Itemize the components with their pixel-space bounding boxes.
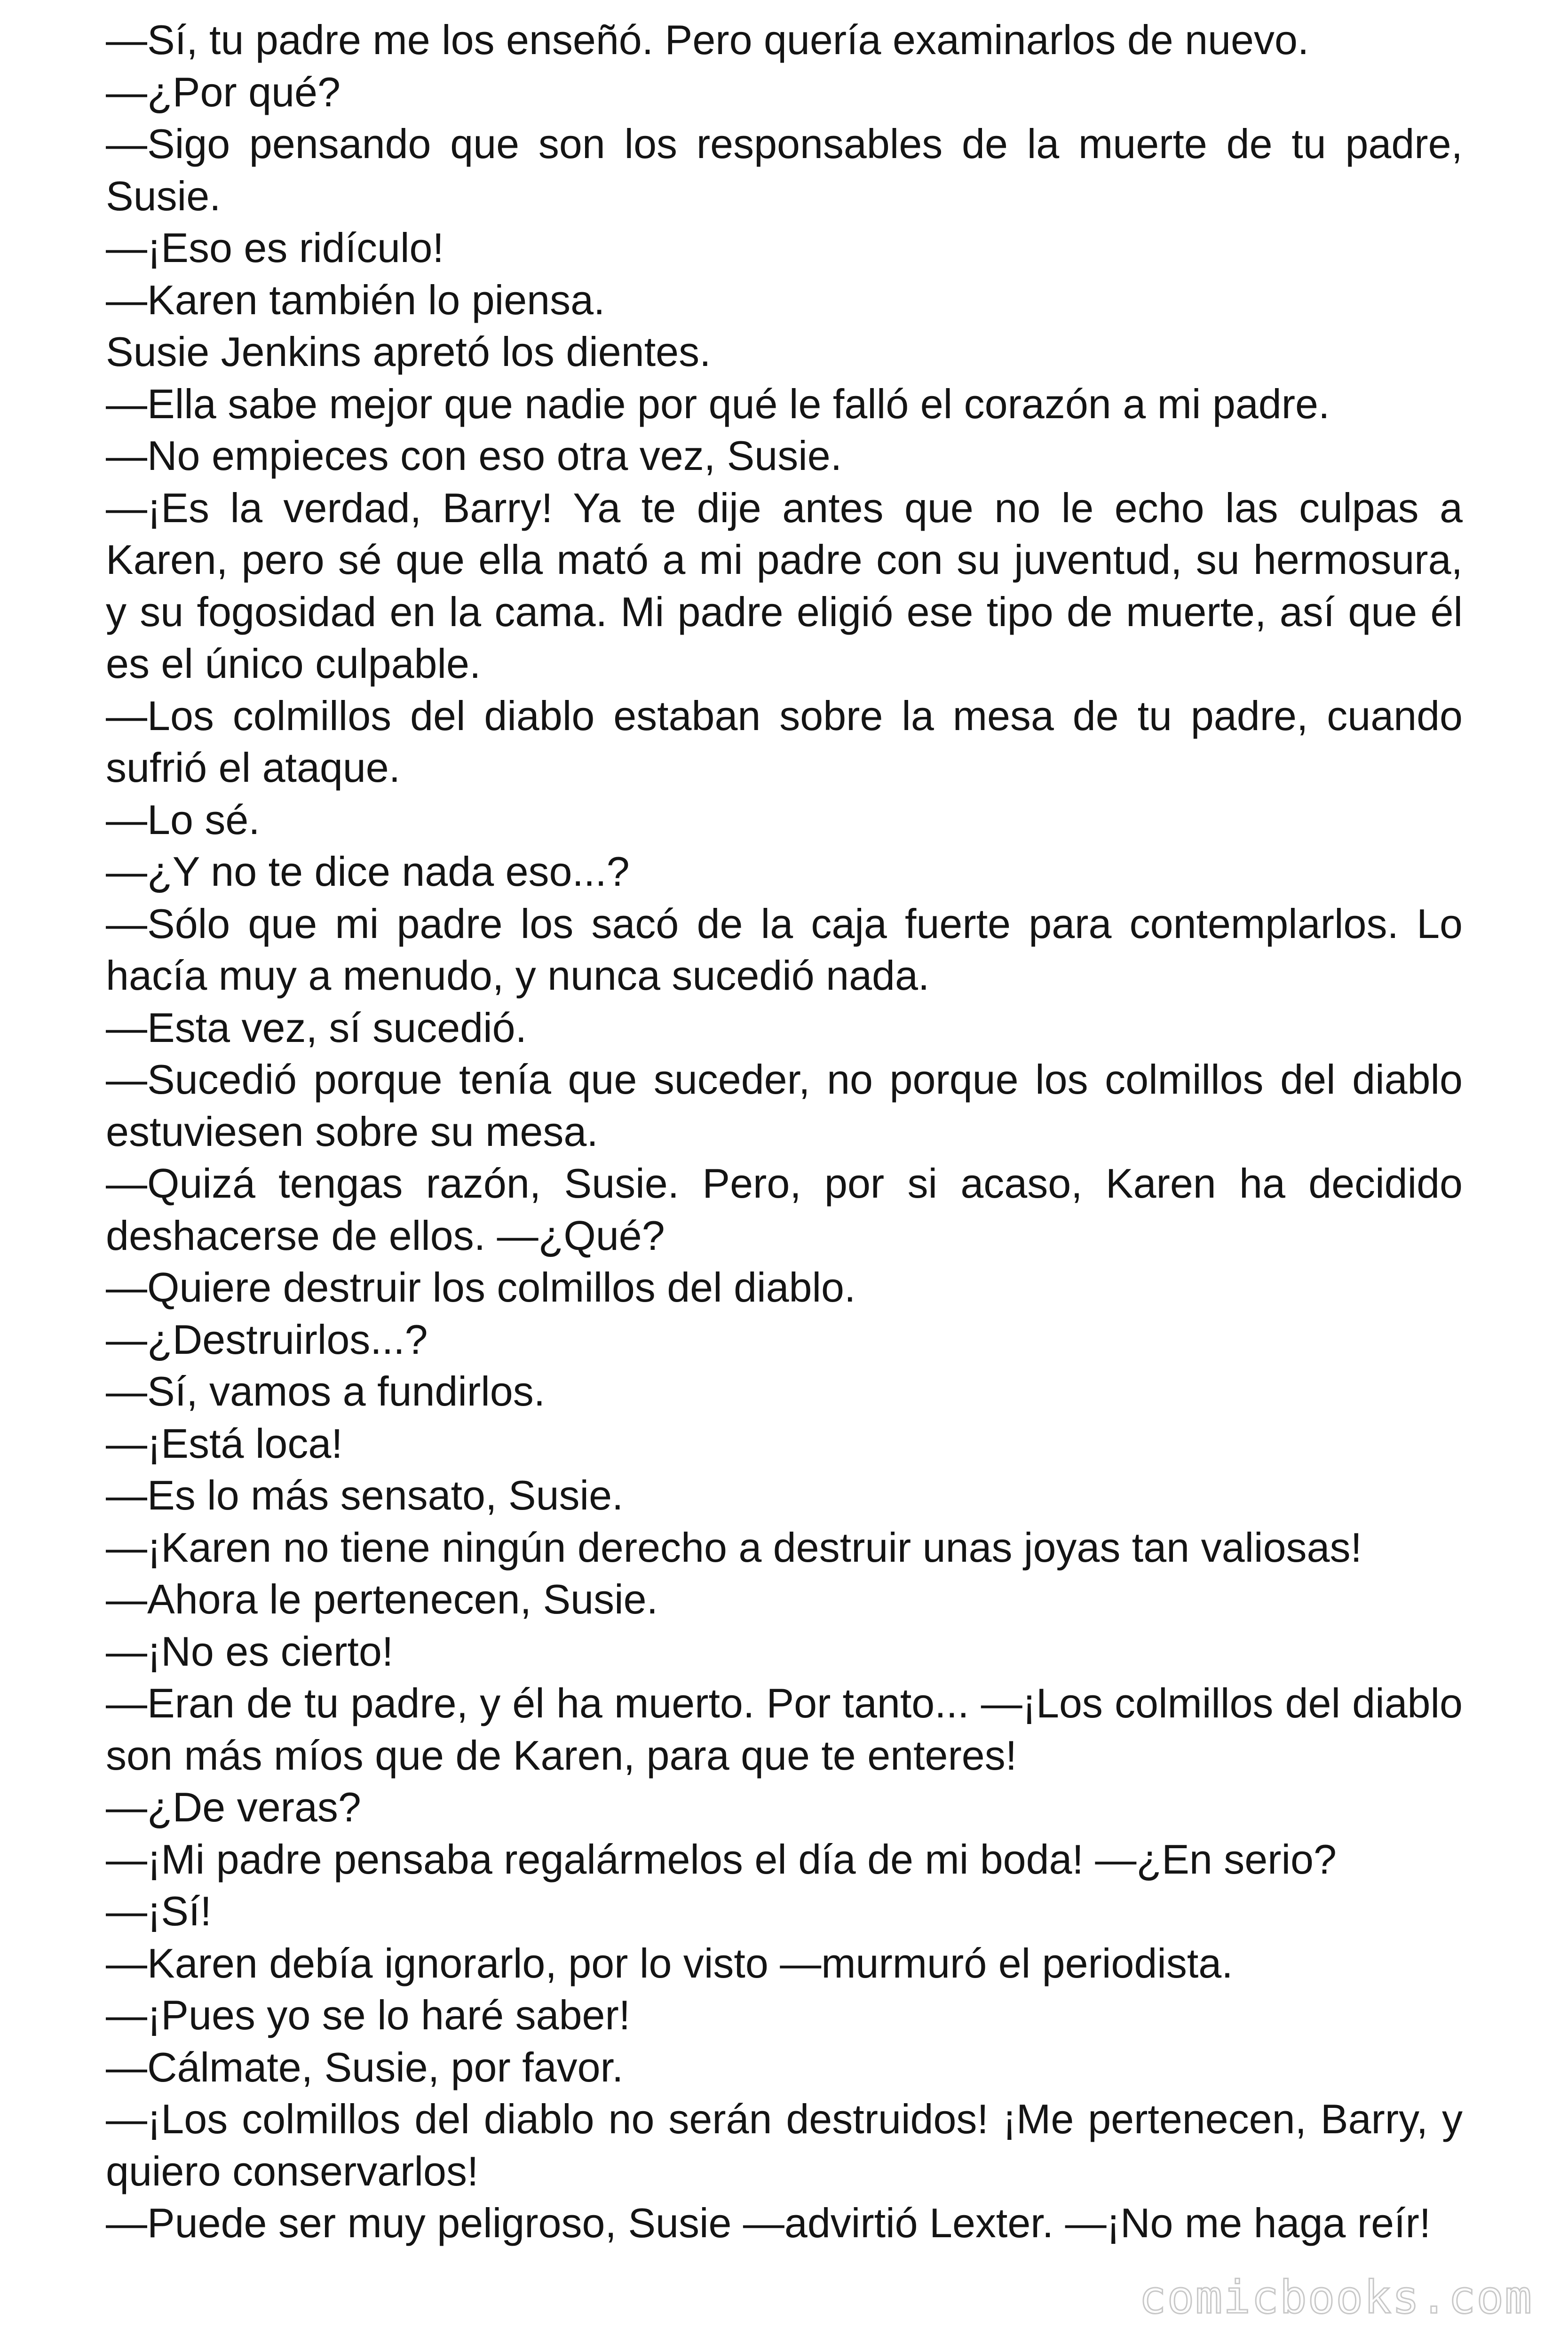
paragraph: —Cálmate, Susie, por favor. (106, 2043, 624, 2090)
paragraph: —¿De veras? (106, 1784, 361, 1830)
paragraph: —Quizá tengas razón, Susie. Pero, por si acaso, Karen ha decidido deshacerse de ellos. —¿Qué? (106, 1160, 1463, 1259)
paragraph: —¡Karen no tiene ningún derecho a destruir unas joyas tan valiosas! (106, 1524, 1362, 1571)
paragraph: —Sólo que mi padre los sacó de la caja fuerte para contemplarlos. Lo hacía muy a menudo, y nunca sucedió nada. (106, 900, 1463, 999)
paragraph: —Es lo más sensato, Susie. (106, 1472, 624, 1518)
paragraph: —Karen debía ignorarlo, por lo visto —murmuró el periodista. (106, 1939, 1233, 1986)
paragraph: —Karen también lo piensa. (106, 276, 605, 323)
paragraph: —Lo sé. (106, 796, 260, 843)
paragraph: —Ahora le pertenecen, Susie. (106, 1576, 658, 1622)
paragraph: —¡Sí! (106, 1888, 212, 1934)
paragraph: —¡Eso es ridículo! (106, 224, 444, 271)
paragraph: —Sucedió porque tenía que suceder, no porque los colmillos del diablo estuviesen sobre su mesa. (106, 1056, 1463, 1155)
paragraph: —Sí, vamos a fundirlos. (106, 1368, 546, 1414)
paragraph: —Esta vez, sí sucedió. (106, 1004, 527, 1051)
paragraph: —¿Por qué? (106, 68, 341, 115)
paragraph: —Quiere destruir los colmillos del diablo. (106, 1264, 856, 1311)
paragraph: —¿Y no te dice nada eso...? (106, 848, 630, 895)
paragraph: —¡Está loca! (106, 1420, 343, 1467)
paragraph: —¡Es la verdad, Barry! Ya te dije antes que no le echo las culpas a Karen, pero sé que ella mató a mi padre con su juventud, su hermosura, y su fogosidad en la cama. Mi padre eligió ese tipo de muerte, así que él es el único culpable. (106, 484, 1463, 687)
paragraph: —¡No es cierto! (106, 1628, 394, 1675)
paragraph: —Ella sabe mejor que nadie por qué le falló el corazón a mi padre. (106, 380, 1330, 427)
watermark: comicbooks.com (1139, 2271, 1533, 2324)
paragraph: —Eran de tu padre, y él ha muerto. Por tanto... —¡Los colmillos del diablo son más míos que de Karen, para que te enteres! (106, 1680, 1463, 1779)
paragraph: —No empieces con eso otra vez, Susie. (106, 432, 842, 479)
paragraph: —¡Pues yo se lo haré saber! (106, 1992, 631, 2038)
paragraph: —Puede ser muy peligroso, Susie —advirtió Lexter. —¡No me haga reír! (106, 2200, 1431, 2246)
paragraph: —Los colmillos del diablo estaban sobre la mesa de tu padre, cuando sufrió el ataque. (106, 692, 1463, 791)
paragraph: —¿Destruirlos...? (106, 1316, 428, 1363)
paragraph: Susie Jenkins apretó los dientes. (106, 328, 711, 375)
paragraph: —¡Mi padre pensaba regalármelos el día de mi boda! —¿En serio? (106, 1836, 1337, 1883)
paragraph: —¡Los colmillos del diablo no serán destruidos! ¡Me pertenecen, Barry, y quiero conservarlos! (106, 2096, 1463, 2194)
paragraph: —Sí, tu padre me los enseñó. Pero quería examinarlos de nuevo. (106, 16, 1309, 63)
paragraph: —Sigo pensando que son los responsables de la muerte de tu padre, Susie. (106, 120, 1463, 219)
document-body (106, 14, 1463, 2249)
